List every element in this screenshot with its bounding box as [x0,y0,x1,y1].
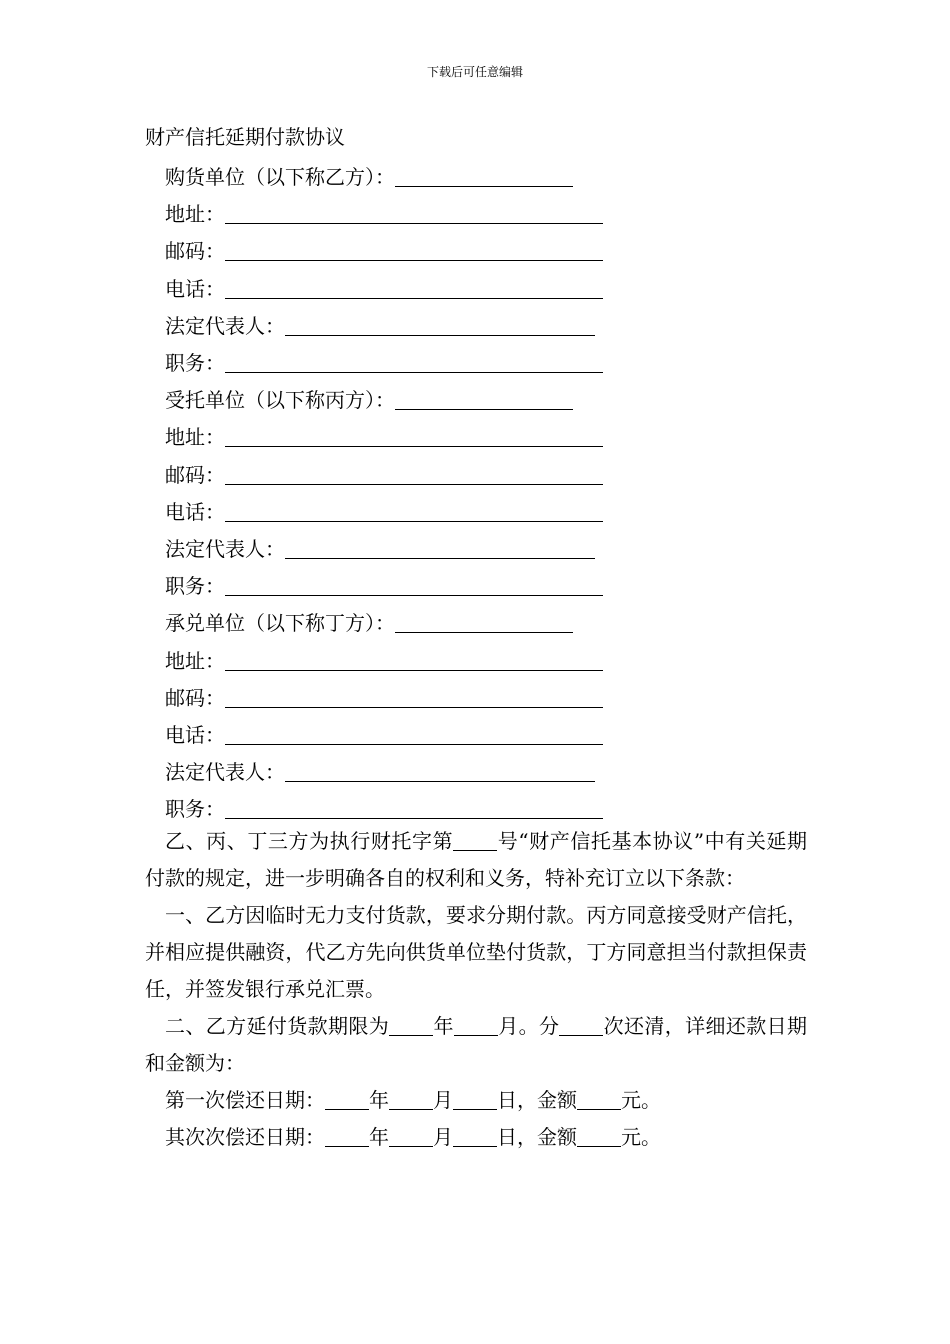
document-title: 财产信托延期付款协议 [145,125,345,149]
blank-line[interactable] [225,796,603,819]
field-label: 法定代表人： [165,760,285,785]
field-label: 电话： [165,276,225,301]
field-label: 电话： [165,499,225,524]
blank-line[interactable] [285,313,595,336]
clause-1: 一、乙方因临时无力支付货款，要求分期付款。丙方同意接受财产信托，并相应提供融资，代乙方先向供货单位垫付货款，丁方同意担当付款担保责任，并签发银行承兑汇票。 [145,903,807,1001]
field-label: 电话： [165,722,225,747]
field-buyer-address [165,194,625,231]
repayment-row-1: 第一次偿还日期： 年 月 日，金额 元。 [165,1088,661,1112]
field-label: 法定代表人： [165,313,285,338]
field-acceptor-postcode [165,678,625,715]
field-trustee-postcode [165,455,625,492]
blank-line[interactable] [285,536,595,559]
blank-line[interactable] [395,164,573,187]
blank-line[interactable] [395,610,573,633]
field-trustee-address [165,417,625,454]
blank-line[interactable] [285,759,595,782]
field-label: 邮码： [165,685,225,710]
blank-line[interactable] [559,1013,603,1036]
blank-line[interactable] [225,648,603,671]
field-buyer [165,157,625,194]
blank-line[interactable] [389,1124,433,1147]
field-label: 购货单位（以下称乙方）： [165,165,395,190]
blank-line[interactable] [325,1087,369,1110]
intro-paragraph: 乙、丙、丁三方为执行财托字第 号“财产信托基本协议”中有关延期付款的规定，进一步明确各自的权利和义务，特补充订立以下条款： [145,829,808,890]
field-acceptor-phone [165,715,625,752]
blank-line[interactable] [453,1124,497,1147]
blank-line[interactable] [225,722,603,745]
blank-line[interactable] [225,238,603,261]
blank-line[interactable] [577,1124,621,1147]
blank-line[interactable] [225,424,603,447]
field-label: 地址： [165,202,225,227]
blank-line[interactable] [577,1087,621,1110]
field-acceptor [165,603,625,640]
blank-line[interactable] [325,1124,369,1147]
field-label: 邮码： [165,239,225,264]
field-label: 承兑单位（以下称丁方）： [165,611,395,636]
blank-line[interactable] [389,1013,433,1036]
party-info-fields [165,157,625,826]
field-label: 邮码： [165,462,225,487]
blank-line[interactable] [225,499,603,522]
blank-line[interactable] [453,1087,497,1110]
blank-line[interactable] [225,685,603,708]
blank-line[interactable] [225,462,603,485]
field-label: 地址： [165,648,225,673]
field-acceptor-address [165,640,625,677]
field-label: 地址： [165,425,225,450]
field-trustee-legal-rep [165,529,625,566]
field-trustee-phone [165,492,625,529]
blank-line[interactable] [225,350,603,373]
field-buyer-legal-rep [165,306,625,343]
repayment-row-2: 其次次偿还日期： 年 月 日，金额 元。 [165,1125,661,1149]
field-label: 职务： [165,351,225,376]
blank-line[interactable] [453,828,497,851]
blank-line[interactable] [454,1013,498,1036]
field-buyer-phone [165,269,625,306]
field-acceptor-legal-rep [165,752,625,789]
field-buyer-postcode [165,231,625,268]
clause-2: 二、乙方延付货款期限为 年 月。分 次还清，详细还款日期和金额为： [145,1014,808,1075]
agreement-body [145,823,807,1156]
field-trustee-position [165,566,625,603]
field-label: 受托单位（以下称丙方）： [165,388,395,413]
field-acceptor-position [165,789,625,826]
blank-line[interactable] [225,573,603,596]
field-trustee [165,380,625,417]
page-header: 下载后可任意编辑 [426,65,523,79]
blank-line[interactable] [395,387,573,410]
field-buyer-position [165,343,625,380]
field-label: 法定代表人： [165,536,285,561]
field-label: 职务： [165,574,225,599]
blank-line[interactable] [225,201,603,224]
field-label: 职务： [165,797,225,822]
blank-line[interactable] [225,276,603,299]
blank-line[interactable] [389,1087,433,1110]
